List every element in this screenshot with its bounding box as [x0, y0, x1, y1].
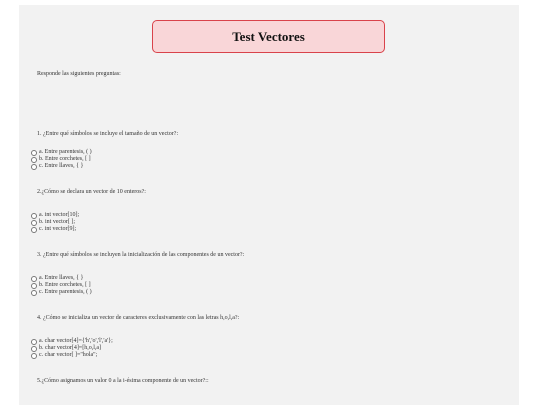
q2-option-b[interactable]: b. int vector[ ]; [31, 219, 79, 226]
q4-option-c[interactable]: c. char vector[ ]="hola"; [31, 352, 113, 359]
question-3: 3. ¿Entre qué símbolos se incluyen la inicialización de las componentes de un vector?: [37, 252, 245, 258]
q1-option-b[interactable]: b. Entre corchetes, [ ] [31, 156, 92, 163]
question-1-options [31, 149, 92, 170]
question-5: 5.¿Cómo asignamos un valor 0 a la i-ésima componente de un vector?:: [37, 378, 209, 384]
radio-button[interactable] [31, 227, 37, 233]
question-4-options [31, 338, 113, 359]
q3-option-c[interactable]: c. Entre parentesis, ( ) [31, 289, 92, 296]
title-banner [152, 20, 385, 53]
radio-button[interactable] [31, 150, 37, 156]
q1-option-c[interactable]: c. Entre llaves, { } [31, 163, 92, 170]
q2-option-a[interactable]: a. int vector[10]; [31, 212, 79, 219]
radio-button[interactable] [31, 276, 37, 282]
page-title: Test Vectores [232, 28, 305, 44]
radio-button[interactable] [31, 290, 37, 296]
question-1: 1. ¿Entre qué símbolos se incluye el tamaño de un vector?: [37, 131, 179, 137]
radio-button[interactable] [31, 346, 37, 352]
radio-button[interactable] [31, 353, 37, 359]
q2-option-c[interactable]: c. int vector[9]; [31, 226, 79, 233]
q3-option-a[interactable]: a. Entre llaves, { } [31, 275, 92, 282]
question-4: 4. ¿Cómo se inicializa un vector de caracteres exclusivamente con las letras h,o,l,a?: [37, 315, 240, 321]
radio-button[interactable] [31, 283, 37, 289]
radio-button[interactable] [31, 164, 37, 170]
q4-option-a[interactable]: a. char vector[4]={'h','o','l','a'}; [31, 338, 113, 345]
radio-button[interactable] [31, 157, 37, 163]
question-2: 2.¿Cómo se declara un vector de 10 enteros?: [37, 189, 146, 195]
radio-button[interactable] [31, 213, 37, 219]
q3-option-b[interactable]: b. Entre corchetes, [ ] [31, 282, 92, 289]
q4-option-b[interactable]: b. char vector[4]=[h,o,l,a] [31, 345, 113, 352]
question-3-options [31, 275, 92, 296]
radio-button[interactable] [31, 220, 37, 226]
radio-button[interactable] [31, 339, 37, 345]
q1-option-a[interactable]: a. Entre parentesis, ( ) [31, 149, 92, 156]
intro-text: Responde las siguientes preguntas: [37, 71, 121, 77]
question-2-options [31, 212, 79, 233]
quiz-page [19, 5, 519, 405]
